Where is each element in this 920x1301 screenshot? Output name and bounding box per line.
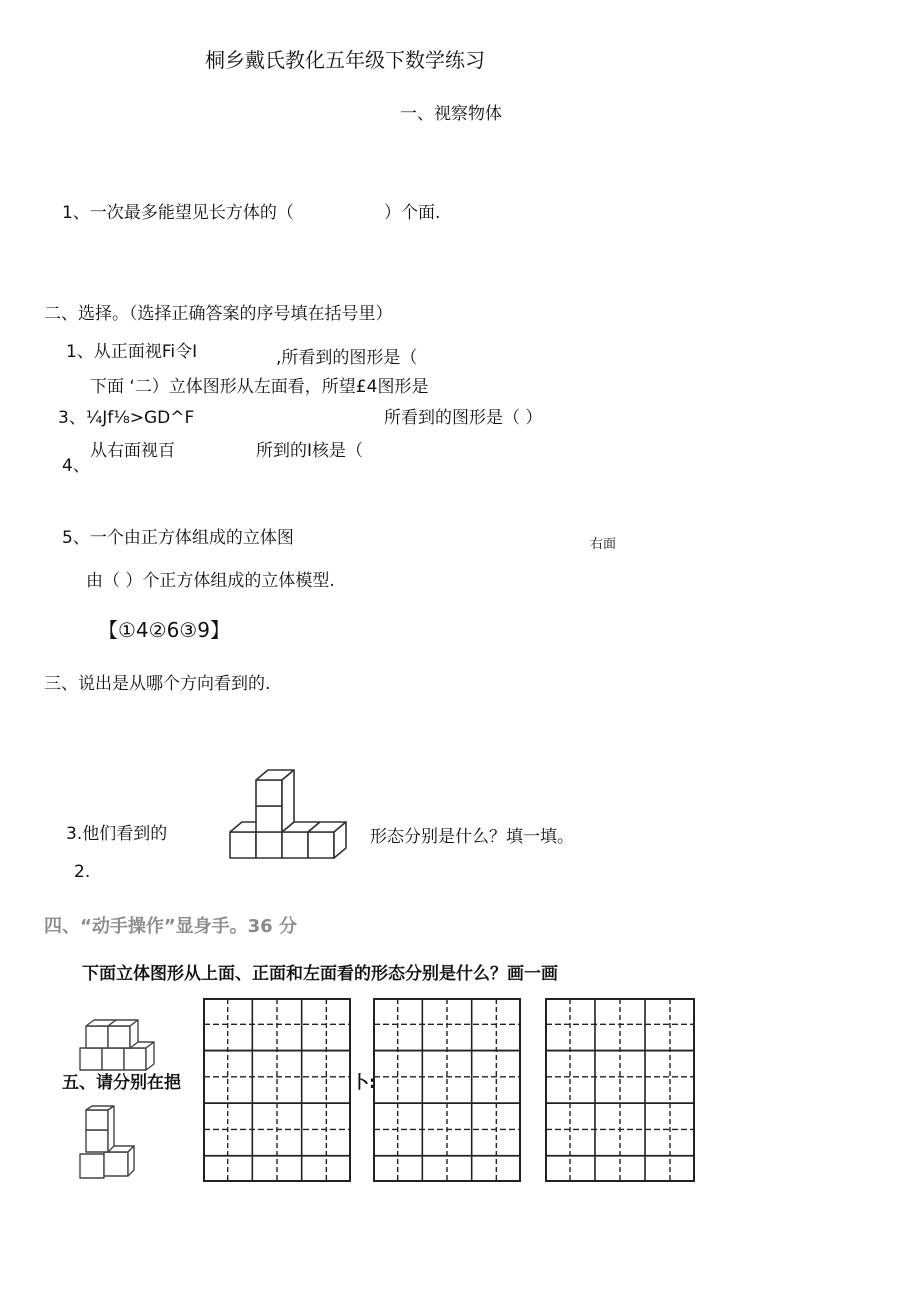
cube-figure-1: [78, 1014, 158, 1074]
part2-item4-number: 4、: [62, 456, 90, 476]
q1-text-suffix: ）个面.: [384, 203, 441, 223]
part2-heading: 二、选择。（选择正确答案的序号填在括号里）: [44, 304, 393, 324]
answer-options: 【①4②6③9】: [98, 618, 230, 642]
part2-item4-right: 所到的I核是（: [256, 441, 364, 461]
page-title: 桐乡戴氏教化五年级下数学练习: [205, 48, 485, 72]
part3-question-left: 3.他们看到的: [66, 824, 168, 844]
part5-heading-fragment: 五、请分别在挹: [62, 1073, 181, 1093]
section-heading-observe: 一、视察物体: [400, 104, 502, 124]
part2-item3-right: 所看到的图形是（ ）: [384, 408, 543, 428]
drawing-grid-front-view[interactable]: [373, 998, 521, 1182]
right-side-label: 右面: [590, 537, 617, 552]
grid-gap-fragment: 卜:: [352, 1073, 376, 1093]
drawing-grid-top-view[interactable]: [203, 998, 351, 1182]
part2-item4-top: 从右面视百: [90, 441, 175, 461]
part2-item5: 5、一个由正方体组成的立体图: [62, 528, 294, 548]
part2-item1-right: ,所看到的图形是（: [276, 348, 418, 368]
part3-item-number: 2.: [74, 862, 91, 882]
cube-figure-2: [78, 1106, 138, 1182]
q1-text-prefix: 1、一次最多能望见长方体的（: [62, 203, 294, 223]
part2-item2: 下面 ‘二）立体图形从左面看，所望£4图形是: [90, 377, 429, 397]
part4-heading: 四、“动手操作”显身手。36 分: [44, 916, 297, 937]
stacked-cubes-figure: [226, 766, 358, 862]
part2-item5-continued: 由（ ）个正方体组成的立体模型.: [86, 571, 335, 591]
part4-instruction: 下面立体图形从上面、正面和左面看的形态分别是什么？画一画: [82, 964, 558, 984]
drawing-grid-left-view[interactable]: [545, 998, 695, 1182]
part3-heading: 三、说出是从哪个方向看到的.: [44, 674, 271, 694]
part2-item1-left: 1、从正面视Fi令I: [66, 342, 198, 362]
part2-item3-left: 3、¼Jf⅛>GD^F: [58, 408, 195, 428]
part3-question-right: 形态分别是什么？填一填。: [370, 827, 574, 847]
